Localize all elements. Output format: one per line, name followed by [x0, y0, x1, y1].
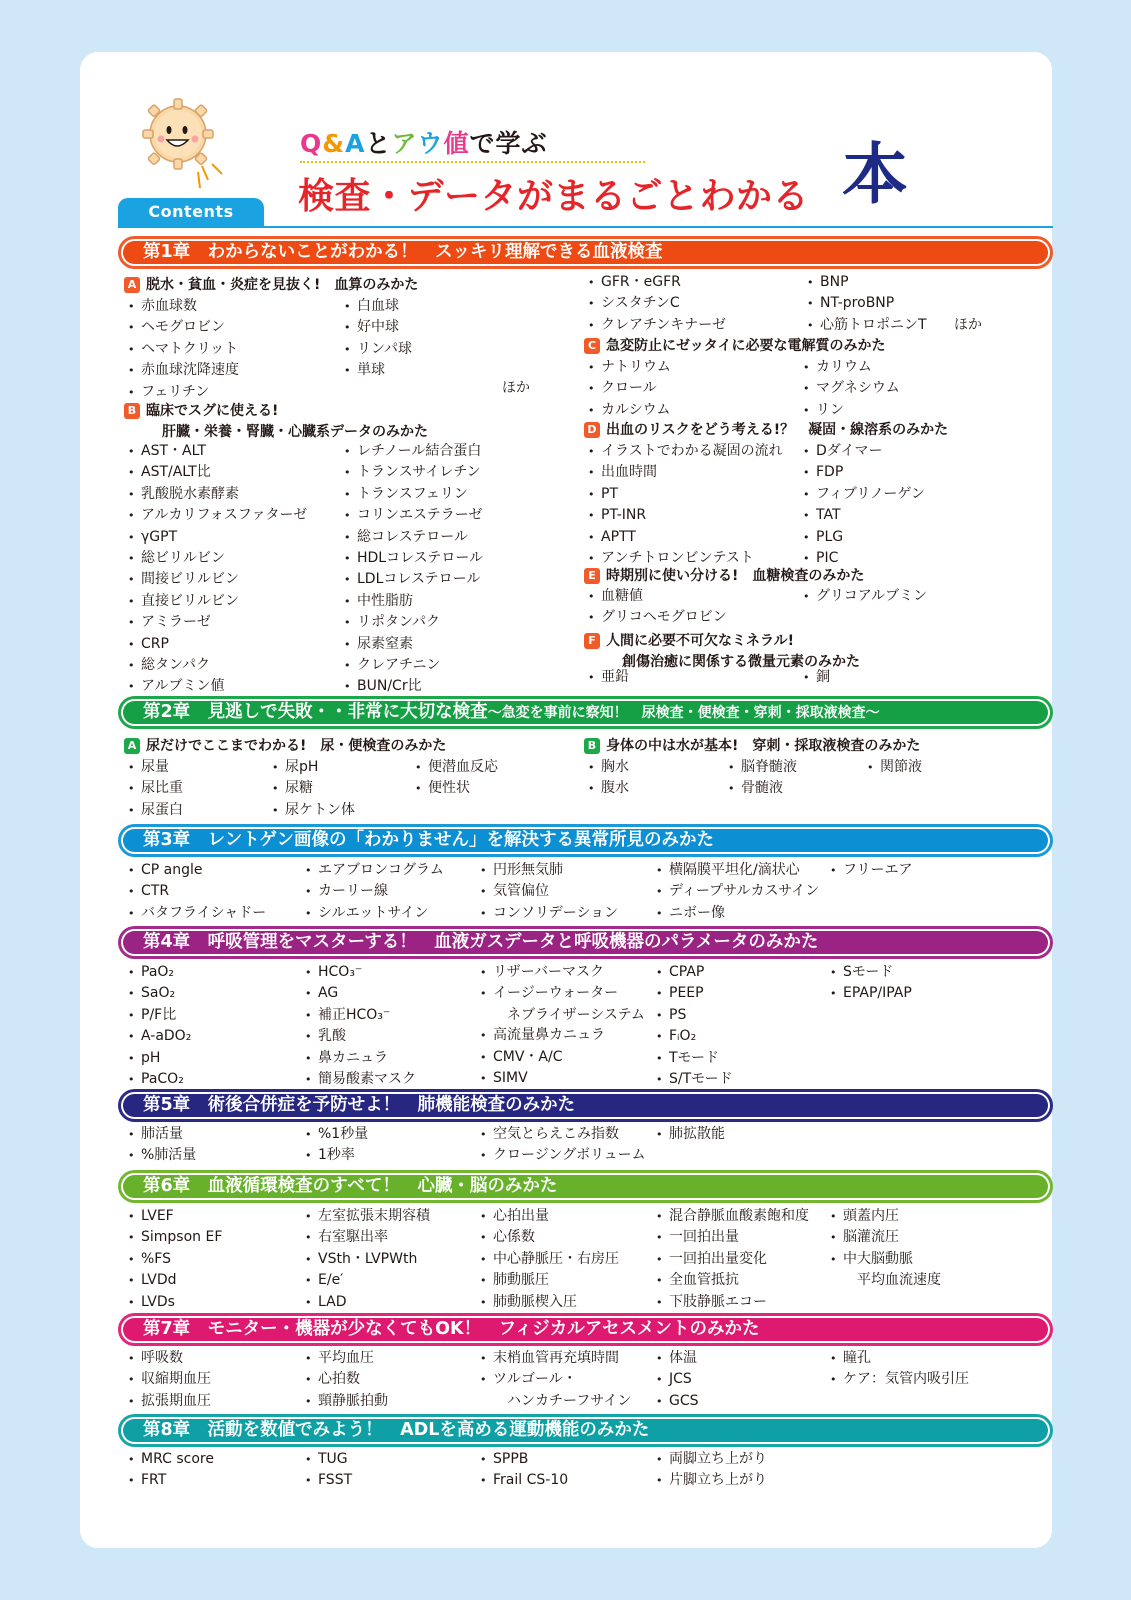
- ch2-a-list-3: [415, 757, 498, 800]
- ch8-list-3: [480, 1449, 568, 1492]
- ch2-a-list-2: [272, 757, 355, 821]
- list-item: • ナトリウム: [588, 357, 671, 378]
- ch1-d-list-1: [588, 441, 783, 569]
- chapter-5-banner: [118, 1089, 1053, 1122]
- list-item: • Tモード: [656, 1048, 733, 1069]
- list-item: • CP angle: [128, 860, 266, 881]
- list-item: • 心筋トロポニンT: [807, 315, 927, 336]
- chapter-2-title-main: 第2章 見逃しで失敗・・非常に大切な検査: [143, 702, 488, 722]
- section-title-text: 出血のリスクをどう考える!？ 凝固・線溶系のみかた: [606, 422, 949, 438]
- list-item: • 気管偏位: [480, 881, 618, 902]
- list-item: • 収縮期血圧: [128, 1369, 211, 1390]
- chapter-7-banner: [118, 1313, 1053, 1346]
- list-item: • 片脚立ち上がり: [656, 1470, 767, 1491]
- list-item: • PIC: [803, 548, 925, 569]
- list-item: • 平均血圧: [305, 1348, 388, 1369]
- list-item: • 空気とらえこみ指数: [480, 1124, 646, 1145]
- ch5-list-4: [656, 1124, 725, 1145]
- list-item: • 末梢血管再充填時間: [480, 1348, 631, 1369]
- section-badge: B: [124, 403, 140, 419]
- list-item: • 乳酸: [305, 1026, 416, 1047]
- ch6-list-3: [480, 1206, 619, 1313]
- ch4-list-1: [128, 962, 191, 1090]
- section-badge: B: [584, 738, 600, 754]
- list-item: • 血糖値: [588, 586, 727, 607]
- list-item: • 鼻カニュラ: [305, 1048, 416, 1069]
- list-item: • クレアチニン: [344, 655, 483, 676]
- list-item: • LDLコレステロール: [344, 569, 483, 590]
- list-item: • カルシウム: [588, 400, 671, 421]
- ch1-section-e-title: [584, 566, 864, 587]
- list-item: • LVDd: [128, 1270, 222, 1291]
- list-item: • 単球: [344, 360, 412, 381]
- list-item: • リポタンパク: [344, 612, 483, 633]
- list-item: • PLG: [803, 527, 925, 548]
- list-item: • 便性状: [415, 778, 498, 799]
- list-item: • 頸静脈拍動: [305, 1391, 388, 1412]
- ch1-a-list-1: [128, 296, 239, 403]
- chapter-6-banner: [118, 1170, 1053, 1203]
- section-badge: C: [584, 338, 600, 354]
- chapter-4-banner: [118, 926, 1053, 959]
- list-item: • 両脚立ち上がり: [656, 1449, 767, 1470]
- list-item: • PT-INR: [588, 505, 783, 526]
- ch2-b-list-2: [728, 757, 797, 800]
- list-item: • リザーバーマスク: [480, 962, 645, 983]
- list-item: • 腹水: [588, 778, 629, 799]
- list-item: • γGPT: [128, 527, 307, 548]
- list-item: • 肺動脈圧: [480, 1270, 619, 1291]
- contents-page: [80, 52, 1052, 1548]
- list-item: • イラストでわかる凝固の流れ: [588, 441, 783, 462]
- section-title-text-2: 創傷治癒に関係する微量元素のみかた: [622, 653, 860, 670]
- chapter-3-banner: [118, 824, 1053, 857]
- list-item-continuation: 平均血流速度: [857, 1272, 941, 1289]
- list-item: • PS: [656, 1005, 733, 1026]
- ch7-list-4: [656, 1348, 699, 1412]
- ch2-section-b-title: [584, 736, 920, 757]
- ch7-list-5: [830, 1348, 969, 1391]
- chapter-5-title: 第5章 術後合併症を予防せよ！ 肺機能検査のみかた: [121, 1092, 1050, 1119]
- list-item: • 全血管抵抗: [656, 1270, 809, 1291]
- ch1-e-list-2: [803, 586, 927, 607]
- list-item: • 胸水: [588, 757, 629, 778]
- list-item: • レチノール結合蛋白: [344, 441, 483, 462]
- list-item: • クロージングボリューム: [480, 1145, 646, 1166]
- list-item: • ディープサルカスサイン: [656, 881, 819, 902]
- ch2-a-list-1: [128, 757, 183, 821]
- list-item: • 赤血球沈降速度: [128, 360, 239, 381]
- list-item: • 好中球: [344, 317, 412, 338]
- ch1-section-d-title: [584, 420, 948, 441]
- list-item: • カーリー線: [305, 881, 444, 902]
- list-item: • 心係数: [480, 1227, 619, 1248]
- list-item: • トランスフェリン: [344, 484, 483, 505]
- list-item: • LAD: [305, 1292, 430, 1313]
- list-item: • ケア：気管内吸引圧: [830, 1369, 969, 1390]
- list-item: • GCS: [656, 1391, 699, 1412]
- ch1-top-list-1: [588, 272, 726, 336]
- list-item: • CTR: [128, 881, 266, 902]
- list-item: • 呼吸数: [128, 1348, 211, 1369]
- list-item: • 出血時間: [588, 462, 783, 483]
- ch1-top-list-2: [807, 272, 927, 336]
- ch4-list-5: [830, 962, 912, 1005]
- ch1-f-list-2: [803, 667, 830, 688]
- ch1-section-b-title: [124, 401, 428, 442]
- list-item: • PaO₂: [128, 962, 191, 983]
- list-item: • ニボー像: [656, 903, 819, 924]
- ch6-list-2: [305, 1206, 430, 1313]
- list-item: • CMV・A/C: [480, 1047, 645, 1068]
- ch8-list-2: [305, 1449, 352, 1492]
- contents-tab: Contents: [118, 198, 264, 226]
- list-item: • HCO₃⁻: [305, 962, 416, 983]
- subtitle-part: &: [322, 129, 346, 158]
- list-item: • 総ビリルビン: [128, 548, 307, 569]
- ch6-list-4: [656, 1206, 809, 1313]
- list-item: • フリーエア: [830, 860, 912, 881]
- list-item: • アルブミン値: [128, 676, 307, 697]
- ch4-list-3: [480, 962, 645, 1089]
- list-item: • CPAP: [656, 962, 733, 983]
- ch1-section-a-title: [124, 275, 418, 296]
- section-title-text: 時期別に使い分ける! 血糖検査のみかた: [606, 568, 865, 584]
- list-item: • Frail CS-10: [480, 1470, 568, 1491]
- chapter-1-banner: [118, 236, 1053, 269]
- list-item: • GFR・eGFR: [588, 272, 726, 293]
- ch2-section-a-title: [124, 736, 446, 757]
- ch1-c-list-1: [588, 357, 671, 421]
- list-item: • 中性脂肪: [344, 591, 483, 612]
- list-item: • SaO₂: [128, 983, 191, 1004]
- list-item: • クレアチンキナーゼ: [588, 315, 726, 336]
- ch6-list-5: [830, 1206, 941, 1291]
- list-item: • AST/ALT比: [128, 462, 307, 483]
- ch1-b-list-2: [344, 441, 483, 698]
- list-item: • 肺動脈楔入圧: [480, 1292, 619, 1313]
- list-item: • pH: [128, 1048, 191, 1069]
- list-item: • 尿素窒素: [344, 634, 483, 655]
- ch7-list-2: [305, 1348, 388, 1412]
- list-item: • SPPB: [480, 1449, 568, 1470]
- list-item: • LVDs: [128, 1292, 222, 1313]
- subtitle-part: 値: [443, 129, 470, 158]
- book-title: 検査・データがまるごとわかる: [298, 176, 810, 217]
- hoka-note: ほか: [954, 317, 982, 333]
- list-item: • 尿糖: [272, 778, 355, 799]
- list-item: • 関節液: [867, 757, 922, 778]
- section-title-text: 急変防止にゼッタイに必要な電解質のみかた: [606, 338, 886, 354]
- list-item: • 尿量: [128, 757, 183, 778]
- subtitle-part: ウ: [417, 129, 444, 158]
- ch5-list-2: [305, 1124, 368, 1167]
- chapter-2-banner: [118, 696, 1053, 729]
- ch4-list-4: [656, 962, 733, 1090]
- list-item: • APTT: [588, 527, 783, 548]
- list-item: • コンソリデーション: [480, 903, 618, 924]
- list-item: • リン: [803, 400, 900, 421]
- chapter-2-title: [121, 699, 1050, 726]
- subtitle-part: A: [345, 129, 366, 158]
- ch5-list-3: [480, 1124, 646, 1167]
- ch8-list-4: [656, 1449, 767, 1492]
- list-item: • PaCO₂: [128, 1069, 191, 1090]
- section-badge: D: [584, 422, 600, 438]
- list-item: • AST・ALT: [128, 441, 307, 462]
- subtitle-part: Q: [300, 129, 323, 158]
- list-item: • Simpson EF: [128, 1227, 222, 1248]
- chapter-7-title: 第7章 モニター・機器が少なくてもOK！ フィジカルアセスメントのみかた: [121, 1316, 1050, 1343]
- list-item: • 亜鉛: [588, 667, 629, 688]
- list-item: • 中心静脈圧・右房圧: [480, 1249, 619, 1270]
- ch1-section-c-title: [584, 336, 885, 357]
- chapter-1-title: 第1章 わからないことがわかる！ スッキリ理解できる血液検査: [121, 239, 1050, 266]
- header-rule: [118, 226, 1053, 228]
- section-badge: F: [584, 633, 600, 649]
- ch1-c-list-2: [803, 357, 900, 421]
- ch3-list-2: [305, 860, 444, 924]
- list-item: • リンパ球: [344, 339, 412, 360]
- list-item: • LVEF: [128, 1206, 222, 1227]
- ch2-b-list-3: [867, 757, 922, 778]
- book-title-hon: 本: [842, 136, 908, 213]
- list-item: • 1秒率: [305, 1145, 368, 1166]
- chapter-8-banner: [118, 1414, 1053, 1447]
- list-item: • シスタチンC: [588, 293, 726, 314]
- list-item: • バタフライシャドー: [128, 903, 266, 924]
- list-item: • 中大脳動脈: [830, 1249, 941, 1270]
- list-item: • 補正HCO₃⁻: [305, 1005, 416, 1026]
- list-item: • %1秒量: [305, 1124, 368, 1145]
- ch6-list-1: [128, 1206, 222, 1313]
- list-item: • イージーウォーター: [480, 983, 645, 1004]
- list-item: • 尿pH: [272, 757, 355, 778]
- list-item: • FSST: [305, 1470, 352, 1491]
- ch1-e-list-1: [588, 586, 727, 629]
- list-item: • MRC score: [128, 1449, 214, 1470]
- section-title-text: 人間に必要不可欠なミネラル!: [606, 633, 794, 649]
- list-item: • 右室駆出率: [305, 1227, 430, 1248]
- subtitle-part: ア: [391, 129, 418, 158]
- list-item: • PT: [588, 484, 783, 505]
- list-item: • シルエットサイン: [305, 903, 444, 924]
- list-item: • EPAP/IPAP: [830, 983, 912, 1004]
- list-item: • JCS: [656, 1369, 699, 1390]
- list-item: • 脳脊髄液: [728, 757, 797, 778]
- list-item: • VSth・LVPWth: [305, 1249, 430, 1270]
- ch3-list-5: [830, 860, 912, 881]
- ch3-list-4: [656, 860, 819, 924]
- list-item: • 体温: [656, 1348, 699, 1369]
- list-item: • 心拍数: [305, 1369, 388, 1390]
- ch3-list-1: [128, 860, 266, 924]
- list-item: • 乳酸脱水素酵素: [128, 484, 307, 505]
- list-item: • CRP: [128, 634, 307, 655]
- list-item: • 間接ビリルビン: [128, 569, 307, 590]
- list-item: • 脳灌流圧: [830, 1227, 941, 1248]
- list-item: • グリコヘモグロビン: [588, 607, 727, 628]
- section-badge: E: [584, 568, 600, 584]
- list-item-continuation: ハンカチーフサイン: [507, 1392, 632, 1409]
- ch1-f-list-1: [588, 667, 629, 688]
- list-item: • エアブロンコグラム: [305, 860, 444, 881]
- chapter-4-title: 第4章 呼吸管理をマスターする！ 血液ガスデータと呼吸機器のパラメータのみかた: [121, 929, 1050, 956]
- section-badge: A: [124, 277, 140, 293]
- ch2-b-list-1: [588, 757, 629, 800]
- list-item: • TAT: [803, 505, 925, 526]
- list-item: • コリンエステラーゼ: [344, 505, 483, 526]
- list-item: • 高流量鼻カニュラ: [480, 1025, 645, 1046]
- list-item: • 総タンパク: [128, 655, 307, 676]
- list-item: • %FS: [128, 1249, 222, 1270]
- ch7-list-3: [480, 1348, 631, 1411]
- list-item: • E/e′: [305, 1270, 430, 1291]
- ch1-b-list-1: [128, 441, 307, 698]
- list-item: • アミラーゼ: [128, 612, 307, 633]
- list-item: • SIMV: [480, 1068, 645, 1089]
- section-title-text: 尿だけでここまでわかる! 尿・便検査のみかた: [146, 738, 447, 754]
- list-item: • 白血球: [344, 296, 412, 317]
- list-item: • PEEP: [656, 983, 733, 1004]
- list-item: • AG: [305, 983, 416, 1004]
- list-item: • 肺活量: [128, 1124, 196, 1145]
- list-item: • 尿蛋白: [128, 800, 183, 821]
- list-item: • FDP: [803, 462, 925, 483]
- chapter-2-title-sub: ～急変を事前に察知！ 尿検査・便検査・穿刺・採取液検査～: [487, 705, 880, 721]
- section-badge: A: [124, 738, 140, 754]
- list-item: • アンチトロンビンテスト: [588, 548, 783, 569]
- list-item: • 尿比重: [128, 778, 183, 799]
- section-title-text: 臨床でスグに使える!: [146, 403, 279, 419]
- ch1-d-list-2: [803, 441, 925, 569]
- list-item: • マグネシウム: [803, 378, 900, 399]
- list-item: • 肺拡散能: [656, 1124, 725, 1145]
- list-item: • A-aDO₂: [128, 1026, 191, 1047]
- subtitle-part: で学ぶ: [469, 129, 548, 158]
- ch7-list-1: [128, 1348, 211, 1412]
- list-item: • 下肢静脈エコー: [656, 1292, 809, 1313]
- list-item: • 左室拡張末期容積: [305, 1206, 430, 1227]
- list-item: • 拡張期血圧: [128, 1391, 211, 1412]
- list-item: • 尿ケトン体: [272, 800, 355, 821]
- ch1-section-f-title: [584, 631, 860, 672]
- list-item: • 直接ビリルビン: [128, 591, 307, 612]
- chapter-8-title: 第8章 活動を数値でみよう！ ADLを高める運動機能のみかた: [121, 1417, 1050, 1444]
- list-item: • 混合静脈血酸素飽和度: [656, 1206, 809, 1227]
- list-item: • アルカリフォスファターゼ: [128, 505, 307, 526]
- list-item: • 骨髄液: [728, 778, 797, 799]
- book-subtitle: [300, 124, 548, 160]
- list-item: • FᵢO₂: [656, 1026, 733, 1047]
- title-divider: [300, 161, 645, 163]
- list-item: • Sモード: [830, 962, 912, 983]
- hoka-note: ほか: [502, 380, 530, 396]
- list-item: • カリウム: [803, 357, 900, 378]
- list-item: • BUN/Cr比: [344, 676, 483, 697]
- list-item: • 総コレステロール: [344, 527, 483, 548]
- list-item: • 一回拍出量変化: [656, 1249, 809, 1270]
- ch1-a-list-2: [344, 296, 412, 382]
- section-title-text: 身体の中は水が基本! 穿刺・採取液検査のみかた: [606, 738, 921, 754]
- list-item: • NT-proBNP: [807, 293, 927, 314]
- ch5-list-1: [128, 1124, 196, 1167]
- chapter-6-title: 第6章 血液循環検査のすべて！ 心臓・脳のみかた: [121, 1173, 1050, 1200]
- ch3-list-3: [480, 860, 618, 924]
- gear-mascot-icon: [140, 94, 230, 194]
- chapter-3-title: 第3章 レントゲン画像の「わかりません」を解決する異常所見のみかた: [121, 827, 1050, 854]
- section-title-text: 脱水・貧血・炎症を見抜く! 血算のみかた: [146, 277, 419, 293]
- list-item: • 簡易酸素マスク: [305, 1069, 416, 1090]
- list-item: • 円形無気肺: [480, 860, 618, 881]
- list-item: • ツルゴール・: [480, 1369, 631, 1390]
- subtitle-part: と: [365, 129, 392, 158]
- list-item: • 瞳孔: [830, 1348, 969, 1369]
- list-item-continuation: ネブライザーシステム: [507, 1006, 645, 1023]
- list-item: • BNP: [807, 272, 927, 293]
- list-item: • トランスサイレチン: [344, 462, 483, 483]
- list-item: • 便潜血反応: [415, 757, 498, 778]
- list-item: • フィブリノーゲン: [803, 484, 925, 505]
- list-item: • 横隔膜平坦化/滴状心: [656, 860, 819, 881]
- list-item: • S/Tモード: [656, 1069, 733, 1090]
- list-item: • Dダイマー: [803, 441, 925, 462]
- list-item: • FRT: [128, 1470, 214, 1491]
- list-item: • TUG: [305, 1449, 352, 1470]
- list-item: • フェリチン: [128, 382, 239, 403]
- list-item: • ヘモグロビン: [128, 317, 239, 338]
- list-item: • P/F比: [128, 1005, 191, 1026]
- ch8-list-1: [128, 1449, 214, 1492]
- list-item: • HDLコレステロール: [344, 548, 483, 569]
- list-item: • ヘマトクリット: [128, 339, 239, 360]
- list-item: • 一回拍出量: [656, 1227, 809, 1248]
- list-item: • 頭蓋内圧: [830, 1206, 941, 1227]
- list-item: • 心拍出量: [480, 1206, 619, 1227]
- list-item: • グリコアルブミン: [803, 586, 927, 607]
- section-title-text-2: 肝臓・栄養・腎臓・心臓系データのみかた: [162, 423, 428, 440]
- list-item: • %肺活量: [128, 1145, 196, 1166]
- ch4-list-2: [305, 962, 416, 1090]
- list-item: • 銅: [803, 667, 830, 688]
- list-item: • クロール: [588, 378, 671, 399]
- list-item: • 赤血球数: [128, 296, 239, 317]
